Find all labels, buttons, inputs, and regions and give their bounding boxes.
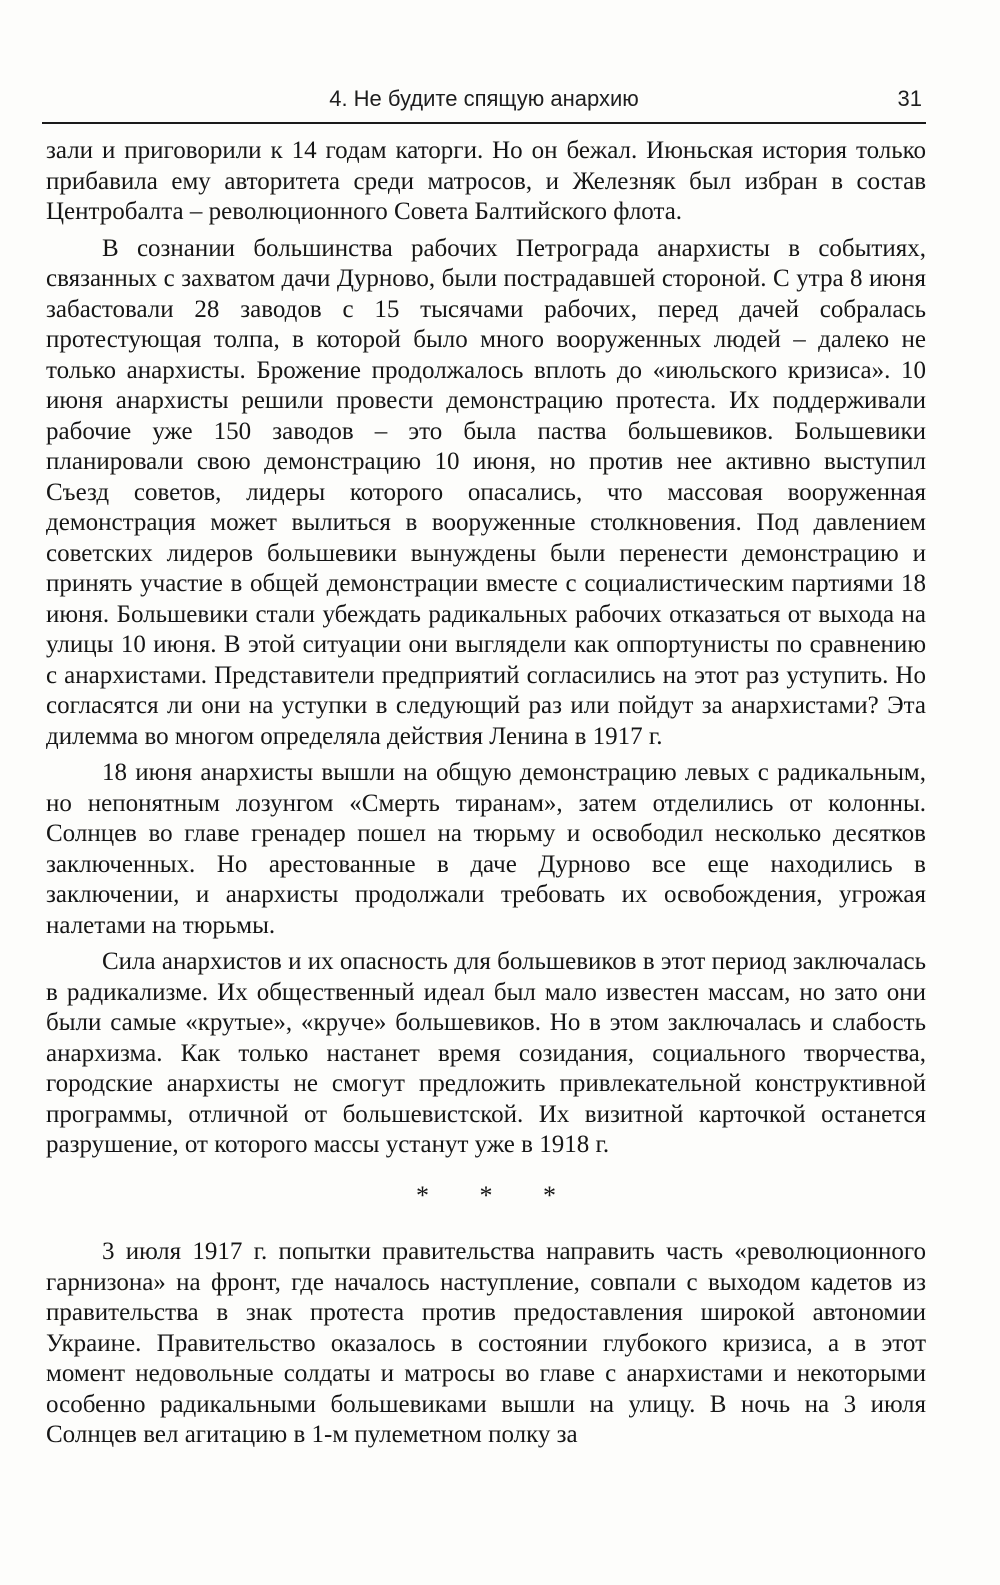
section-separator: * * * bbox=[416, 1180, 578, 1210]
page-header bbox=[42, 78, 926, 124]
paragraph: Сила анархистов и их опасность для большевиков в этот период заключалась в радикализме. Их общественный идеал был мало известен массам, но зато они были самые «крутые», «круче» большевиков. Но в этом заключалась и слабость анархизма. Как только настанет время созидания, социального творчества, городские анархисты не смогут предложить привлекательной конструктивной программы, отличной от большевистской. Их визитной карточкой останется разрушение, от которого массы устанут уже в 1918 г. bbox=[46, 948, 926, 1158]
paragraph: В сознании большинства рабочих Петрограда анархисты в событиях, связанных с захватом дачи Дурново, были пострадавшей стороной. С утра 8 июня забастовали 28 заводов с 15 тысячами рабочих, перед дачей собралась протестующая толпа, в которой было много вооруженных людей – далеко не только анархисты. Брожение продолжалось вплоть до «июльского кризиса». 10 июня анархисты решили провести демонстрацию протеста. Их поддерживали рабочие уже 150 заводов – это была паства большевиков. Большевики планировали свою демонстрацию 10 июня, но против нее активно выступил Съезд советов, лидеры которого опасались, что массовая вооруженная демонстрация может вылиться в вооруженные столкновения. Под давлением советских лидеров большевики вынуждены были перенести демонстрацию и принять участие в общей демонстрации вместе с социалистическим партиями 18 июня. Большевики стали убеждать радикальных рабочих отказаться от выхода на улицы 10 июня. В этой ситуации они выглядели как оппортунисты по сравнению с анархистами. Представители предприятий согласились на этот раз уступить. Но согласятся ли они на уступки в следующий раз или пойдут за анархистами? Эта дилемма во многом определяла действия Ленина в 1917 г. bbox=[46, 234, 926, 750]
page-number: 31 bbox=[897, 86, 922, 111]
paragraph-continuation: зали и приговорили к 14 годам каторги. Но он бежал. Июньская история только прибавила ему авторитета среди матросов, и Железняк был избран в состав Центробалта – революционного Совета Балтийского флота. bbox=[46, 137, 926, 225]
running-title: 4. Не будите спящую анархию bbox=[329, 86, 639, 111]
paragraph: 18 июня анархисты вышли на общую демонстрацию левых с радикальным, но непонятным лозунгом «Смерть тиранам», затем отделились от колонны. Солнцев во главе гренадер пошел на тюрьму и освободил несколько десятков заключенных. Но арестованные в даче Дурново все еще находились в заключении, и анархисты продолжали требовать их освобождения, угрожая налетами на тюрьмы. bbox=[46, 759, 926, 939]
body-text bbox=[46, 136, 926, 1457]
paragraph: 3 июля 1917 г. попытки правительства направить часть «революционного гарнизона» на фронт, где началось наступление, совпали с выходом кадетов из правительства в знак протеста против предоставления широкой автономии Украине. Правительство оказалось в состоянии глубокого кризиса, а в этот момент недовольные солдаты и матросы во главе с анархистами и некоторыми особенно радикальными большевиками вышли на улицу. В ночь на 3 июля Солнцев вел агитацию в 1-м пулеметном полку за bbox=[46, 1238, 926, 1448]
